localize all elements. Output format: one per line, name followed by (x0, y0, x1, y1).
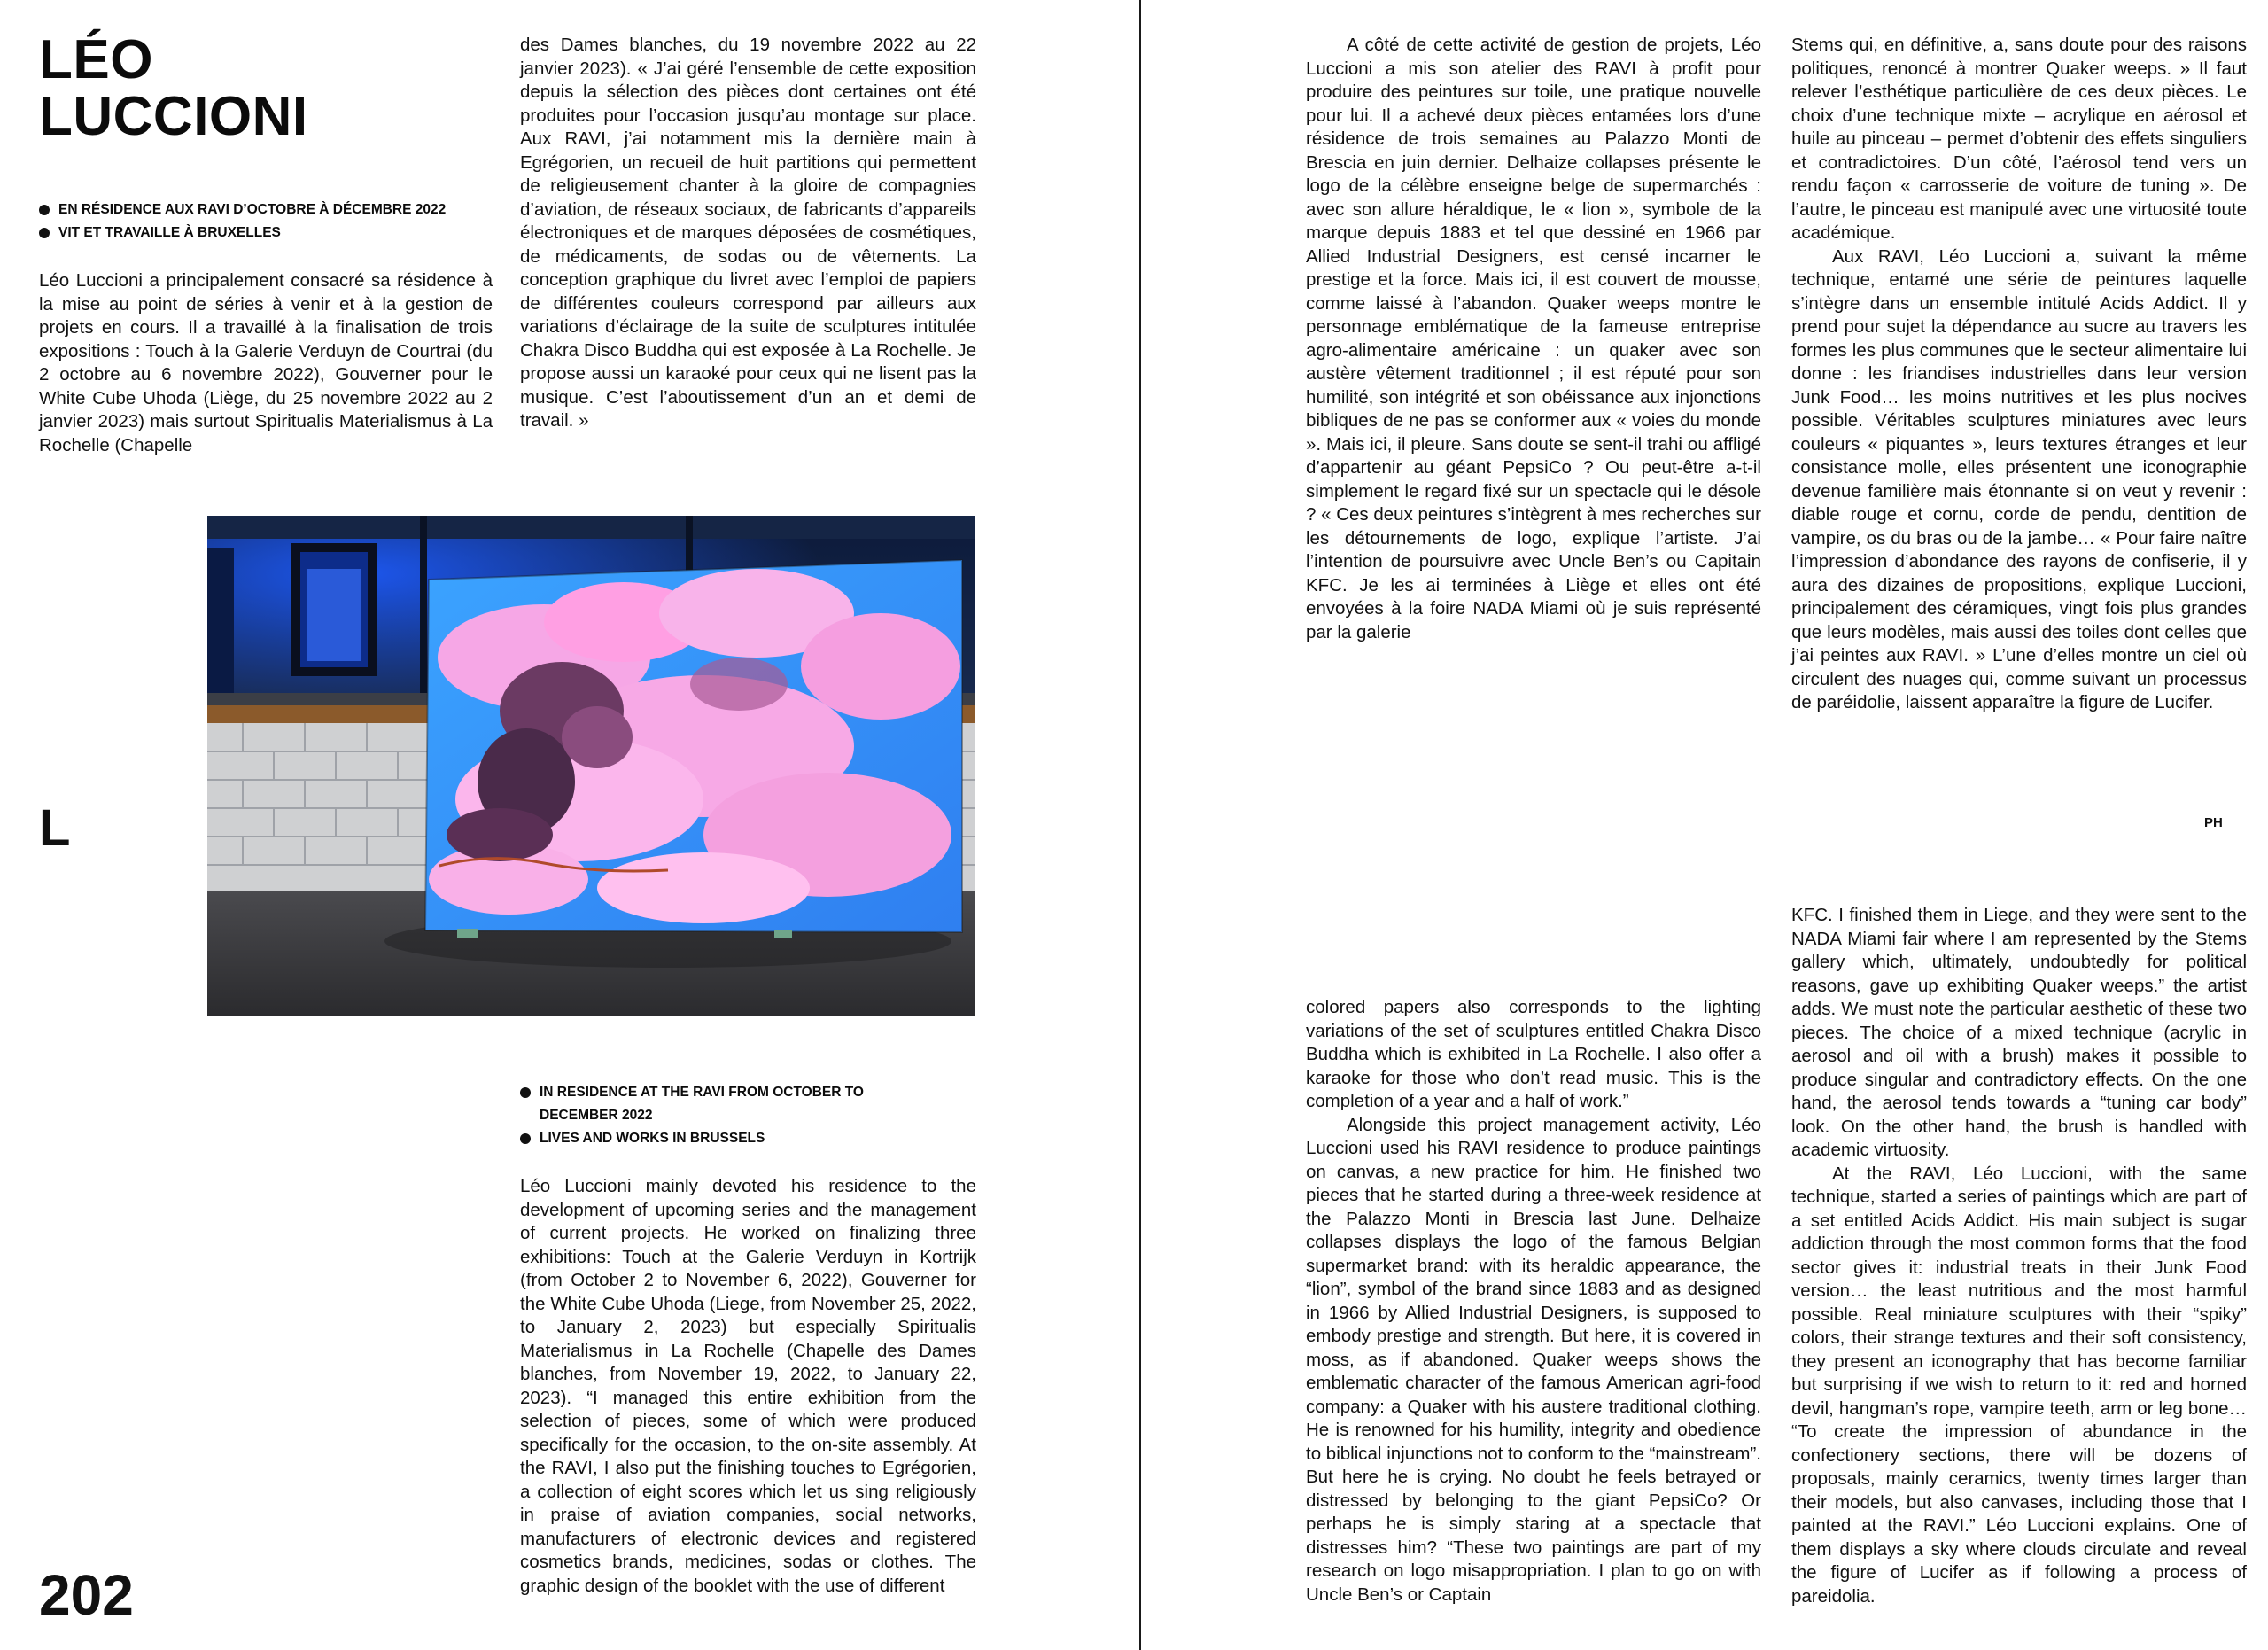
page-gutter (1139, 0, 1141, 1650)
en-text-column-3: colored papers also corresponds to the lighting variations of the set of sculptures entitled Chakra Disco Buddha which is exhibited in La Rochelle. I also offer a karaoke for those who don’t read music. This is the completion of a year and a half of work.” Alongside this project management activity, Léo Luccioni used his RAVI residence to produce paintings on canvas, a new practice for him. He finished two pieces that he started during a three-week residence at the Palazzo Monti in Brescia last June. Delhaize collapses displays the logo of the famous Belgian supermarket brand: with its heraldic appearance, the “lion”, symbol of the brand since 1883 and as designed in 1966 by Allied Industrial Designers, is supposed to embody prestige and strength. But here, it is covered in moss, as if abandoned. Quaker weeps shows the emblematic character of the famous American agri-food company: a Quaker with his austere traditional clothing. He is renowned for his humility, integrity and obedience to biblical injunctions not to conform to the “mainstream”. But here he is crying. No doubt he feels betrayed or distressed by belonging to the giant PepsiCo? Or perhaps he is simply staring at a spectacle that distresses him? “These two paintings are part of my research on logo misappropriation. I plan to go on with Uncle Ben’s or Captain (1306, 997, 1761, 1605)
page-number: 202 (39, 1563, 134, 1627)
artist-name-title (39, 29, 308, 147)
en-text-column-2: Léo Luccioni mainly devoted his residence to the development of upcoming series and the management of current projects. He worked on finalizing three exhibitions: Touch at the Galerie Verduyn in Kortrijk (from October 2 to November 6, 2022), Gouverner for the White Cube Uhoda (Liege, from November 25, 2022, to January 2, 2023) but especially Spiritualis Materialismus in La Rochelle (Chapelle des Dames blanches, from November 19, 2022, to January 22, 2023). “I managed this entire exhibition from the selection of pieces, some of which were produced specifically for the occasion, to the on-site assembly. At the RAVI, I also put the finishing touches to Egrégorien, a collection of eight scores which let us sing religiously in praise of aviation companies, social networks, manufacturers of electronic devices and registered cosmetics brands, medicines, sodas or clothes. The graphic design of the booklet with the use of different (520, 1176, 976, 1596)
en-text-column-4: KFC. I finished them in Liege, and they were sent to the NADA Miami fair where I am represented by the Stems gallery which, ultimately, undoubtedly for political reasons, gave up exhibiting Quaker weeps.” the artist adds. We must note the particular aesthetic of these two pieces. The choice of a mixed technique (acrylic in aerosol and oil with a brush) makes it possible to produce singular and contradictory effects. On the one hand, the aerosol tends towards a “tuning car body” look. On the other hand, the brush is handled with academic virtuosity. At the RAVI, Léo Luccioni, with the same technique, started a series of paintings which are part of a set entitled Acids Addict. His main subject is sugar addiction through the most common forms that the food sector gives it: industrial treats in their Junk Food version… the least nutritious and the most harmful possible. Real miniature sculptures with their “spiky” colors, their strange textures and their soft consistency, they present an iconography that has become familiar but surprising if we wish to return to it: red and horned devil, hangman’s rope, vampire teeth, arm or leg bone… “To create the impression of abundance in the confectionery sections, there will be dozens of proposals, mainly ceramics, twenty times larger than their models, but also canvases, including those that I painted at the RAVI.” Léo Luccioni explains. One of them displays a sky where clouds circulate and reveal the figure of Lucifer as if following a process of pareidolia. (1791, 905, 2247, 1607)
title-line-2: LUCCIONI (39, 86, 308, 147)
fr-text-column-3: A côté de cette activité de gestion de projets, Léo Luccioni a mis son atelier des RAVI à profit pour produire des peintures sur toile, une pratique nouvelle pour lui. Il a achevé deux pièces entamées lors d’une résidence de trois semaines au Palazzo Monti de Brescia en juin dernier. Delhaize collapses présente le logo de la célèbre enseigne belge de supermarchés : avec son allure héraldique, le « lion », symbole de la marque depuis 1883 et tel que dessiné en 1966 par Allied Industrial Designers, est censé incarner le prestige et la force. Mais ici, il est couvert de mousse, comme laissé à l’abandon. Quaker weeps montre le personnage emblématique de la fameuse entreprise agro-alimentaire américaine : un quaker avec son austère vêtement traditionnel ; il est réputé pour son humilité, son intégrité et son obéissance aux injonctions bibliques de ne pas se conformer aux « voies du monde ». Mais ici, il pleure. Sans doute se sent-il trahi ou affligé d’appartenir au géant PepsiCo ? Ou peut-être a-t-il simplement le regard fixé sur un spectacle qui le désole ? « Ces deux peintures s’intègrent à mes recherches sur les détournements de logo, explique l’artiste. J’ai l’intention de poursuivre avec Uncle Ben’s ou Capitain KFC. Je les ai terminées à Liège et elles ont été envoyées à la foire NADA Miami où je suis représenté par la galerie (1306, 35, 1761, 642)
bullet-dot-icon (520, 1087, 531, 1098)
fr-text-column-1: Léo Luccioni a principalement consacré sa résidence à la mise au point de séries à venir et à la gestion de projets en cours. Il a travaillé à la finalisation de trois expositions : Touch à la Galerie Verduyn de Courtrai (du 2 octobre au 6 novembre 2022), Gouverner pour le White Cube Uhoda (Liège, du 25 novembre 2022 au 2 janvier 2023) mais surtout Spiritualis Materialismus à La Rochelle (Chapelle (39, 270, 493, 455)
bullet-item: IN RESIDENCE AT THE RAVI FROM OCTOBER TO DECEMBER 2022 (520, 1081, 963, 1127)
bullet-dot-icon (39, 205, 50, 215)
bullet-item: LIVES AND WORKS IN BRUSSELS (520, 1127, 963, 1150)
section-letter: L (39, 799, 71, 857)
fr-text-column-2: des Dames blanches, du 19 novembre 2022 au 22 janvier 2023). « J’ai géré l’ensemble de cette exposition depuis la sélection des pièces dont certaines ont été produites pour l’occasion jusqu’au montage sur place. Aux RAVI, j’ai notamment mis la dernière main à Egrégorien, un recueil de huit partitions qui permettent de religieusement chanter à la gloire de compagnies d’aviation, de réseaux sociaux, de fabricants d’appareils électroniques et de marques déposées de cosmétiques, de médicaments, de sodas ou de vêtements. La conception graphique du livret avec l’emploi de papiers de différentes couleurs correspond par ailleurs aux variations d’éclairage de la suite de sculptures intitulée Chakra Disco Buddha qui est exposée à La Rochelle. Je propose aussi un karaoké pour ceux qui ne lisent pas la musique. C’est l’aboutissement d’un an et demi de travail. » (520, 35, 976, 431)
en-bullet-list (520, 1081, 963, 1150)
bullet-dot-icon (520, 1133, 531, 1144)
title-line-1: LÉO (39, 29, 153, 90)
fr-bullet-list (39, 198, 482, 245)
bullet-dot-icon (39, 228, 50, 238)
artwork-photo (207, 516, 975, 1016)
bullet-item: VIT ET TRAVAILLE À BRUXELLES (39, 222, 482, 245)
fr-text-column-4: Stems qui, en définitive, a, sans doute pour des raisons politiques, renoncé à montrer Quaker weeps. » Il faut relever l’esthétique particulière de ces deux pièces. Le choix d’une technique mixte – acrylique en aérosol et huile au pinceau – permet d’obtenir des effets singuliers et contradictoires. D’un côté, l’aérosol tend vers un rendu façon « carrosserie de voiture de tuning ». De l’autre, le pinceau est manipulé avec une virtuosité toute académique. Aux RAVI, Léo Luccioni a, suivant la même technique, entamé une série de peintures laquelle s’intègre dans un ensemble intitulé Acids Addict. Il y prend pour sujet la dépendance au sucre au travers les formes les plus communes que le secteur alimentaire lui donne : les friandises industrielles dans leur version Junk Food… les moins nutritives et les plus nocives possible. Véritables sculptures miniatures avec leurs couleurs « piquantes », leurs textures étranges et leur consistance molle, elles présentent une iconographie devenue familière mais étonnante si on veut y revenir : diable rouge et cornu, corde de pendu, dentition de vampire, os du bras ou de la jambe… « Pour faire naître l’impression d’abondance des rayons de confiserie, il y aura des dizaines de propositions, explique Luccioni, principalement des céramiques, vingt fois plus grandes que leurs modèles, mais aussi des toiles dont celles que j’ai peintes aux RAVI. » L’une d’elles montre un ciel où circulent des nuages qui, comme suivant un processus de paréidolie, laissent apparaître la figure de Lucifer. (1791, 35, 2247, 712)
author-signature: PH (2204, 815, 2223, 830)
bullet-item: EN RÉSIDENCE AUX RAVI D’OCTOBRE À DÉCEMBRE 2022 (39, 198, 482, 222)
